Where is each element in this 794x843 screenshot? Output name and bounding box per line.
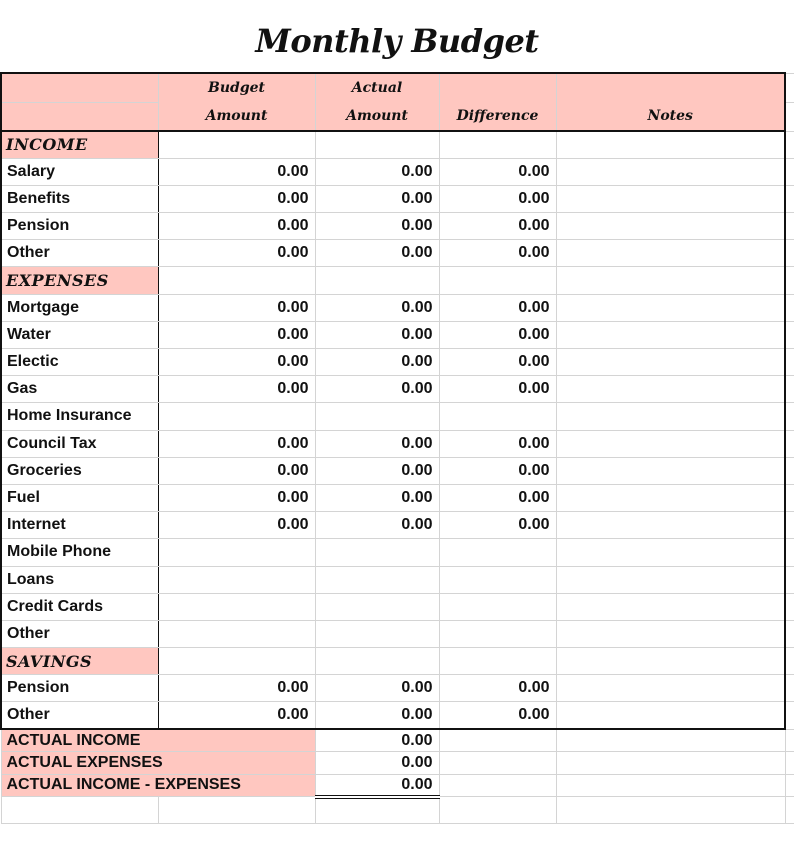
actual-amount-cell[interactable] xyxy=(315,593,439,620)
empty-cell[interactable] xyxy=(556,267,785,294)
section-label-expenses[interactable]: EXPENSES xyxy=(1,267,158,294)
empty-cell[interactable] xyxy=(439,752,556,775)
empty-cell[interactable] xyxy=(785,484,794,511)
empty-cell[interactable] xyxy=(158,797,315,824)
budget-amount-cell[interactable]: 0.00 xyxy=(158,185,315,212)
difference-cell[interactable]: 0.00 xyxy=(439,512,556,539)
section-row xyxy=(1,267,794,294)
table-row xyxy=(1,321,794,348)
empty-cell[interactable] xyxy=(315,267,439,294)
row-label[interactable]: Fuel xyxy=(1,484,158,511)
table-row xyxy=(1,484,794,511)
row-label[interactable]: Other xyxy=(1,702,158,729)
budget-table xyxy=(0,72,794,824)
budget-amount-cell[interactable]: 0.00 xyxy=(158,240,315,267)
empty-cell[interactable] xyxy=(158,131,315,158)
totals-value[interactable]: 0.00 xyxy=(315,752,439,775)
table-row xyxy=(1,430,794,457)
actual-amount-cell[interactable]: 0.00 xyxy=(315,321,439,348)
actual-amount-cell[interactable]: 0.00 xyxy=(315,240,439,267)
empty-cell[interactable] xyxy=(439,774,556,797)
notes-cell[interactable] xyxy=(556,430,785,457)
totals-row xyxy=(1,774,794,797)
budget-amount-cell[interactable]: 0.00 xyxy=(158,213,315,240)
row-label[interactable]: Loans xyxy=(1,566,158,593)
actual-amount-cell[interactable]: 0.00 xyxy=(315,484,439,511)
table-row xyxy=(1,797,794,824)
header-actual-line2[interactable]: Amount xyxy=(315,102,439,131)
difference-cell[interactable]: 0.00 xyxy=(439,158,556,185)
header-budget-line2[interactable]: Amount xyxy=(158,102,315,131)
empty-cell[interactable] xyxy=(556,131,785,158)
empty-cell[interactable] xyxy=(439,729,556,752)
row-label[interactable]: Home Insurance xyxy=(1,403,158,430)
notes-cell[interactable] xyxy=(556,512,785,539)
empty-cell[interactable] xyxy=(315,648,439,675)
title-area xyxy=(0,0,794,72)
row-label[interactable]: Council Tax xyxy=(1,430,158,457)
budget-amount-cell[interactable]: 0.00 xyxy=(158,675,315,702)
table-row xyxy=(1,349,794,376)
actual-amount-cell[interactable]: 0.00 xyxy=(315,457,439,484)
notes-cell[interactable] xyxy=(556,675,785,702)
empty-cell[interactable] xyxy=(158,267,315,294)
notes-cell[interactable] xyxy=(556,321,785,348)
notes-cell[interactable] xyxy=(556,294,785,321)
empty-cell[interactable] xyxy=(785,702,794,729)
table-row xyxy=(1,539,794,566)
difference-cell[interactable]: 0.00 xyxy=(439,702,556,729)
empty-cell[interactable] xyxy=(785,752,794,775)
empty-cell[interactable] xyxy=(785,593,794,620)
budget-amount-cell[interactable] xyxy=(158,566,315,593)
header-notes-top[interactable] xyxy=(556,73,785,102)
difference-cell[interactable]: 0.00 xyxy=(439,294,556,321)
budget-amount-cell[interactable]: 0.00 xyxy=(158,321,315,348)
empty-cell[interactable] xyxy=(785,675,794,702)
actual-amount-cell[interactable]: 0.00 xyxy=(315,430,439,457)
notes-cell[interactable] xyxy=(556,457,785,484)
budget-amount-cell[interactable] xyxy=(158,620,315,647)
actual-amount-cell[interactable] xyxy=(315,566,439,593)
difference-cell[interactable]: 0.00 xyxy=(439,430,556,457)
empty-cell[interactable] xyxy=(315,131,439,158)
empty-cell[interactable] xyxy=(785,620,794,647)
notes-cell[interactable] xyxy=(556,593,785,620)
table-row xyxy=(1,566,794,593)
budget-amount-cell[interactable]: 0.00 xyxy=(158,457,315,484)
notes-cell[interactable] xyxy=(556,158,785,185)
budget-amount-cell[interactable]: 0.00 xyxy=(158,484,315,511)
empty-cell[interactable] xyxy=(1,797,158,824)
difference-cell[interactable]: 0.00 xyxy=(439,185,556,212)
budget-amount-cell[interactable]: 0.00 xyxy=(158,158,315,185)
table-row xyxy=(1,185,794,212)
table-row xyxy=(1,403,794,430)
section-row xyxy=(1,648,794,675)
actual-amount-cell[interactable]: 0.00 xyxy=(315,702,439,729)
empty-cell[interactable] xyxy=(785,539,794,566)
row-label[interactable]: Mortgage xyxy=(1,294,158,321)
totals-value[interactable]: 0.00 xyxy=(315,774,439,797)
header-blank-cell[interactable] xyxy=(1,102,158,131)
table-row xyxy=(1,158,794,185)
empty-cell[interactable] xyxy=(785,321,794,348)
row-label[interactable]: Electic xyxy=(1,349,158,376)
actual-amount-cell[interactable] xyxy=(315,539,439,566)
empty-cell[interactable] xyxy=(785,430,794,457)
header-difference[interactable]: Difference xyxy=(439,102,556,131)
difference-cell[interactable]: 0.00 xyxy=(439,240,556,267)
empty-cell[interactable] xyxy=(785,457,794,484)
actual-amount-cell[interactable]: 0.00 xyxy=(315,675,439,702)
budget-amount-cell[interactable]: 0.00 xyxy=(158,702,315,729)
actual-amount-cell[interactable]: 0.00 xyxy=(315,294,439,321)
notes-cell[interactable] xyxy=(556,620,785,647)
header-blank-cell[interactable] xyxy=(1,73,158,102)
empty-cell[interactable] xyxy=(785,267,794,294)
row-label[interactable]: Salary xyxy=(1,158,158,185)
empty-cell[interactable] xyxy=(439,131,556,158)
empty-cell[interactable] xyxy=(439,648,556,675)
empty-cell[interactable] xyxy=(785,797,794,824)
notes-cell[interactable] xyxy=(556,566,785,593)
row-label[interactable]: Mobile Phone xyxy=(1,539,158,566)
table-row xyxy=(1,620,794,647)
empty-cell[interactable] xyxy=(785,131,794,158)
empty-cell[interactable] xyxy=(556,729,785,752)
notes-cell[interactable] xyxy=(556,213,785,240)
empty-cell[interactable] xyxy=(785,213,794,240)
table-row xyxy=(1,457,794,484)
row-label[interactable]: Credit Cards xyxy=(1,593,158,620)
empty-cell[interactable] xyxy=(556,648,785,675)
table-row xyxy=(1,213,794,240)
empty-cell[interactable] xyxy=(556,774,785,797)
empty-cell[interactable] xyxy=(556,752,785,775)
empty-cell[interactable] xyxy=(785,512,794,539)
budget-amount-cell[interactable] xyxy=(158,403,315,430)
difference-cell[interactable]: 0.00 xyxy=(439,675,556,702)
totals-label[interactable]: ACTUAL INCOME xyxy=(1,729,315,752)
section-row xyxy=(1,131,794,158)
empty-cell[interactable] xyxy=(785,648,794,675)
notes-cell[interactable] xyxy=(556,539,785,566)
notes-cell[interactable] xyxy=(556,376,785,403)
actual-amount-cell[interactable]: 0.00 xyxy=(315,376,439,403)
header-row xyxy=(1,102,794,131)
section-label-savings[interactable]: SAVINGS xyxy=(1,648,158,675)
difference-cell[interactable] xyxy=(439,593,556,620)
difference-cell[interactable]: 0.00 xyxy=(439,349,556,376)
difference-cell[interactable]: 0.00 xyxy=(439,376,556,403)
header-notes[interactable]: Notes xyxy=(556,102,785,131)
empty-cell[interactable] xyxy=(785,102,794,131)
totals-row xyxy=(1,752,794,775)
notes-cell[interactable] xyxy=(556,349,785,376)
empty-cell[interactable] xyxy=(785,158,794,185)
empty-cell[interactable] xyxy=(785,403,794,430)
table-row xyxy=(1,702,794,729)
header-difference-top[interactable] xyxy=(439,73,556,102)
difference-cell[interactable]: 0.00 xyxy=(439,457,556,484)
empty-cell[interactable] xyxy=(785,185,794,212)
notes-cell[interactable] xyxy=(556,403,785,430)
difference-cell[interactable] xyxy=(439,566,556,593)
totals-label[interactable]: ACTUAL EXPENSES xyxy=(1,752,315,775)
empty-cell[interactable] xyxy=(785,294,794,321)
difference-cell[interactable] xyxy=(439,620,556,647)
row-label[interactable]: Other xyxy=(1,240,158,267)
empty-cell[interactable] xyxy=(439,797,556,824)
budget-amount-cell[interactable]: 0.00 xyxy=(158,512,315,539)
section-label-income[interactable]: INCOME xyxy=(1,131,158,158)
budget-amount-cell[interactable] xyxy=(158,593,315,620)
row-label[interactable]: Internet xyxy=(1,512,158,539)
row-label[interactable]: Groceries xyxy=(1,457,158,484)
notes-cell[interactable] xyxy=(556,240,785,267)
actual-amount-cell[interactable]: 0.00 xyxy=(315,349,439,376)
actual-amount-cell[interactable]: 0.00 xyxy=(315,512,439,539)
row-label[interactable]: Water xyxy=(1,321,158,348)
table-row xyxy=(1,512,794,539)
table-row xyxy=(1,675,794,702)
difference-cell[interactable]: 0.00 xyxy=(439,484,556,511)
actual-amount-cell[interactable]: 0.00 xyxy=(315,213,439,240)
empty-cell[interactable] xyxy=(556,797,785,824)
page-title: Monthly Budget xyxy=(255,22,539,60)
table-row xyxy=(1,376,794,403)
header-row xyxy=(1,73,794,102)
empty-cell[interactable] xyxy=(785,774,794,797)
difference-cell[interactable] xyxy=(439,403,556,430)
header-actual-line1[interactable]: Actual xyxy=(315,73,439,102)
table-row xyxy=(1,294,794,321)
empty-cell[interactable] xyxy=(785,240,794,267)
totals-label[interactable]: ACTUAL INCOME - EXPENSES xyxy=(1,774,315,797)
actual-amount-cell[interactable] xyxy=(315,620,439,647)
difference-cell[interactable]: 0.00 xyxy=(439,213,556,240)
notes-cell[interactable] xyxy=(556,484,785,511)
row-label[interactable]: Gas xyxy=(1,376,158,403)
empty-cell[interactable] xyxy=(785,376,794,403)
row-label[interactable]: Pension xyxy=(1,213,158,240)
empty-cell[interactable] xyxy=(439,267,556,294)
row-label[interactable]: Pension xyxy=(1,675,158,702)
table-row xyxy=(1,593,794,620)
table-row xyxy=(1,240,794,267)
budget-amount-cell[interactable] xyxy=(158,539,315,566)
empty-cell[interactable] xyxy=(785,349,794,376)
budget-amount-cell[interactable]: 0.00 xyxy=(158,349,315,376)
empty-cell[interactable] xyxy=(785,729,794,752)
notes-cell[interactable] xyxy=(556,702,785,729)
totals-row xyxy=(1,729,794,752)
budget-amount-cell[interactable]: 0.00 xyxy=(158,294,315,321)
budget-amount-cell[interactable]: 0.00 xyxy=(158,430,315,457)
header-budget-line1[interactable]: Budget xyxy=(158,73,315,102)
empty-cell[interactable] xyxy=(785,73,794,102)
empty-cell[interactable] xyxy=(785,566,794,593)
row-label[interactable]: Other xyxy=(1,620,158,647)
totals-value[interactable]: 0.00 xyxy=(315,729,439,752)
row-label[interactable]: Benefits xyxy=(1,185,158,212)
difference-cell[interactable] xyxy=(439,539,556,566)
actual-amount-cell[interactable] xyxy=(315,403,439,430)
empty-cell[interactable] xyxy=(315,797,439,824)
actual-amount-cell[interactable]: 0.00 xyxy=(315,158,439,185)
actual-amount-cell[interactable]: 0.00 xyxy=(315,185,439,212)
difference-cell[interactable]: 0.00 xyxy=(439,321,556,348)
empty-cell[interactable] xyxy=(158,648,315,675)
notes-cell[interactable] xyxy=(556,185,785,212)
budget-amount-cell[interactable]: 0.00 xyxy=(158,376,315,403)
